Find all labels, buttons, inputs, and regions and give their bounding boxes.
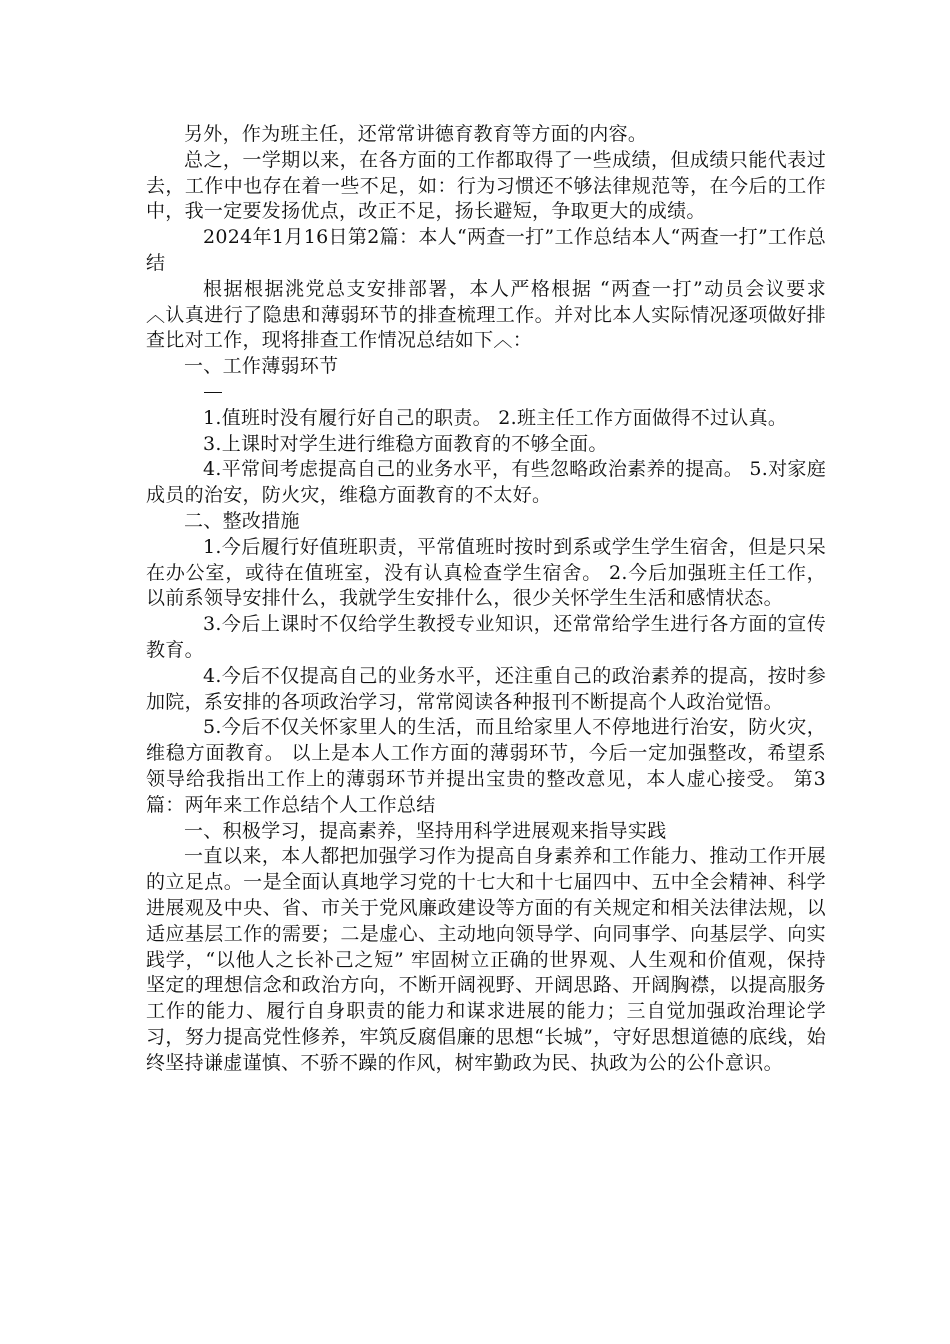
paragraph-semester-summary: 总之，一学期以来，在各方面的工作都取得了一些成绩，但成绩只能代表过去，工作中也存在着一些不足，如：行为习惯还不够法律规范等，在今后的工作中，我一定要发扬优点，改正不足，扬长避短，争取更大的成绩。	[146, 148, 826, 223]
paragraph-moral-education: 另外，作为班主任，还常常讲德育教育等方面的内容。	[184, 123, 648, 145]
paragraph-measure-3: 3.今后上课时不仅给学生教授专业知识，还常常给学生进行各方面的宣传教育。	[146, 613, 826, 661]
paragraph-weak-item-3: 3.上课时对学生进行维稳方面教育的不够全面。	[203, 432, 608, 455]
dash-separator	[146, 380, 826, 406]
paragraph-article-2-title: 2024年1月16日第2篇：本人“两查一打”工作总结本人“两查一打”工作总结	[146, 226, 826, 274]
paragraph-measure-4: 4.今后不仅提高自己的业务水平，还注重自己的政治素养的提高，按时参加院，系安排的各项政治学习，常常阅读各种报刊不断提高个人政治觉悟。	[146, 664, 826, 713]
paragraph-learning-detail: 一直以来，本人都把加强学习作为提高自身素养和工作能力、推动工作开展的立足点。一是全面认真地学习党的十七大和十七届四中、五中全会精神、科学进展观及中央、省、市关于党风廉政建设等方面的有关规定和相关法律法规，以适应基层工作的需要；二是虚心、主动地向领导学、向同事学、向基层学、向实践学，“以他人之长补己之短” 牢固树立正确的世界观、人生观和价值观，保持坚定的理想信念和政治方向，不断开阔视野、开阔思路、开阔胸襟，以提高服务工作的能力、履行自身职责的能力和谋求进展的能力；三自觉加强政治理论学习，努力提高党性修养，牢筑反腐倡廉的思想“长城”，守好思想道德的底线，始终坚持谦虚谨慎、不骄不躁的作风，树牢勤政为民、执政为公的公仆意识。	[146, 845, 826, 1074]
paragraph-measures-1-2: 1.今后履行好值班职责，平常值班时按时到系或学生学生宿舍，但是只呆在办公室，或待在值班室，没有认真检查学生宿舍。 2.今后加强班主任工作，以前系领导安排什么，我就学生安排什么，很少关怀学生生活和感情状态。	[146, 535, 826, 610]
dash-mark	[204, 392, 222, 393]
paragraph-inspection-intro: 根据根据洮党总支安排部署，本人严格根据 “两查一打”动员会议要求︿认真进行了隐患和薄弱环节的排查梳理工作。并对比本人实际情况逐项做好排查比对工作，现将排查工作情况总结如下︿：	[146, 277, 826, 352]
heading-active-learning: 一、积极学习，提高素养，坚持用科学进展观来指导实践	[184, 819, 667, 842]
heading-weak-links: 一、工作薄弱环节	[184, 355, 339, 378]
paragraph-weak-items-4-5: 4.平常间考虑提高自己的业务水平，有些忽略政治素养的提高。 5.对家庭成员的治安，防火灾，维稳方面教育的不太好。	[146, 458, 826, 507]
paragraph-weak-items-1-2: 1.值班时没有履行好自己的职责。 2.班主任工作方面做得不过认真。	[203, 406, 788, 429]
heading-rectification: 二、整改措施	[184, 509, 300, 532]
paragraph-measure-5: 5.今后不仅关怀家里人的生活，而且给家里人不停地进行治安，防火灾，维稳方面教育。 以上是本人工作方面的薄弱环节，今后一定加强整改，希望系领导给我指出工作上的薄弱环节并提出宝贵的整改意见，本人虚心接受。 第3篇：两年来工作总结个人工作总结	[146, 716, 826, 816]
document-body	[146, 122, 826, 1076]
